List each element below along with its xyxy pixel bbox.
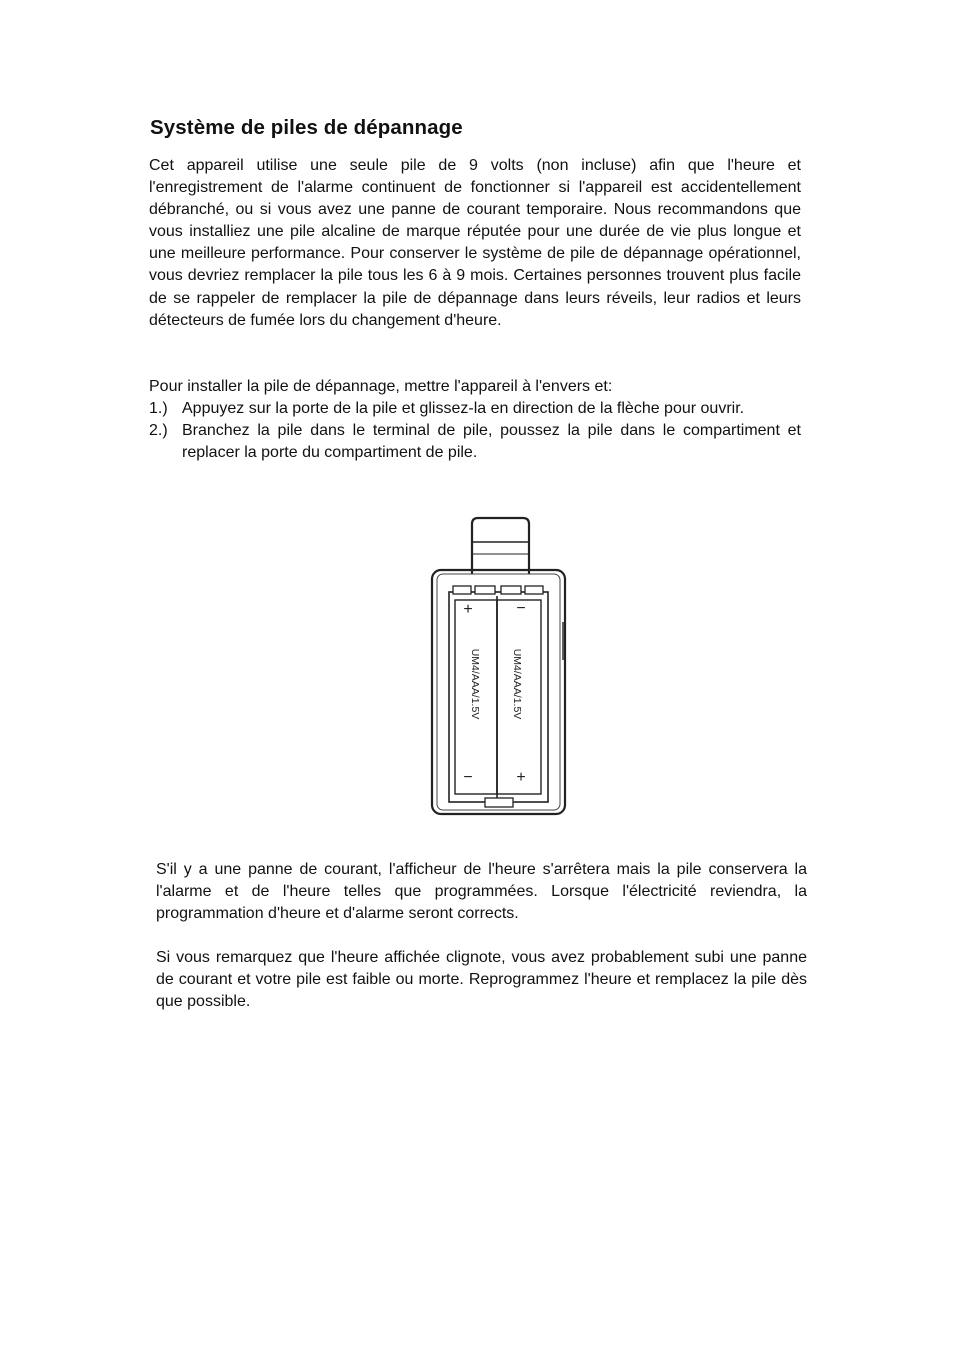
battery-compartment-figure bbox=[425, 512, 573, 820]
power-outage-paragraph: S'il y a une panne de courant, l'afficheur de l'heure s'arrêtera mais la pile conservera la l'alarme et de l'heure telles que programmées. Lorsque l'électricité reviendra, la programmation d'heure et d'alarme seront corrects. bbox=[156, 861, 807, 923]
section-heading: Système de piles de dépannage bbox=[150, 116, 463, 139]
battery-left-label: UM4/AAA/1.5V bbox=[469, 648, 481, 720]
battery-right-label: UM4/AAA/1.5V bbox=[511, 648, 523, 720]
bottom-contact bbox=[485, 798, 513, 807]
top-contact bbox=[525, 586, 543, 594]
install-steps bbox=[149, 398, 801, 464]
battery-compartment-illustration bbox=[425, 512, 573, 820]
step-number: 1.) bbox=[149, 400, 168, 417]
right-top-sign: − bbox=[516, 600, 526, 617]
install-intro: Pour installer la pile de dépannage, mettre l'appareil à l'envers et: bbox=[149, 378, 613, 395]
step-text: Appuyez sur la porte de la pile et glissez-la en direction de la flèche pour ouvrir. bbox=[182, 400, 745, 417]
door-tab bbox=[472, 518, 529, 574]
right-bottom-sign: + bbox=[516, 769, 526, 786]
step-number: 2.) bbox=[149, 422, 168, 440]
compartment-outer bbox=[432, 570, 565, 814]
top-contact bbox=[501, 586, 521, 594]
intro-paragraph: Cet appareil utilise une seule pile de 9 volts (non incluse) afin que l'heure et l'enregistrement de l'alarme continuent de fonctionner si l'appareil est accidentellement débranché, ou si vous avez une panne de courant temporaire. Nous recommandons que vous installiez une pile alcaline de marque réputée pour une durée de vie plus longue et une meilleure performance. Pour conserver le système de pile de dépannage opérationnel, vous devriez remplacer la pile tous les 6 à 9 mois. Certaines personnes trouvent plus facile de se rappeler de remplacer la pile de dépannage dans leurs réveils, leur radios et leurs détecteurs de fumée lors du changement d'heure. bbox=[149, 157, 801, 329]
top-contact bbox=[453, 586, 471, 594]
install-step bbox=[149, 420, 801, 464]
left-top-sign: + bbox=[463, 601, 473, 618]
blinking-time-paragraph: Si vous remarquez que l'heure affichée clignote, vous avez probablement subi une panne de courant et votre pile est faible ou morte. Reprogrammez l'heure et remplacez la pile dès que possible. bbox=[156, 949, 807, 1011]
install-step bbox=[149, 398, 801, 420]
top-contact bbox=[475, 586, 495, 594]
step-text: Branchez la pile dans le terminal de pile, poussez la pile dans le compartiment et replacer la porte du compartiment de pile. bbox=[182, 422, 801, 462]
left-bottom-sign: − bbox=[463, 769, 473, 786]
